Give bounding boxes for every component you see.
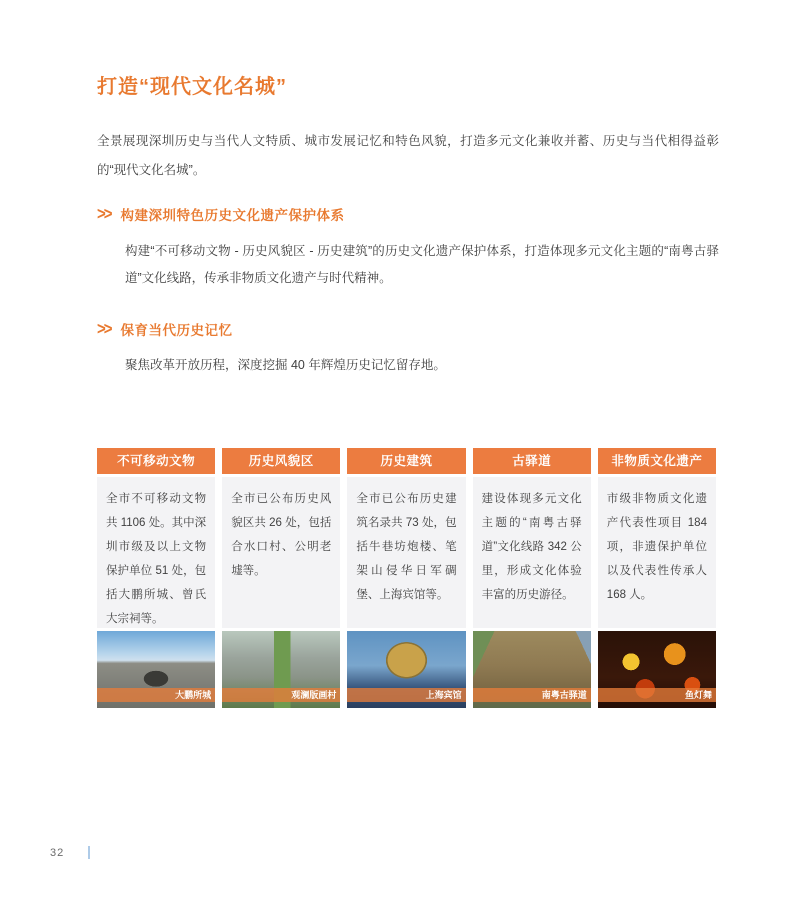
section-body-memory: 聚焦改革开放历程，深度挖掘 40 年辉煌历史记忆留存地。 xyxy=(125,358,446,372)
intro-paragraph: 全景展现深圳历史与当代人文特质、城市发展记忆和特色风貌，打造多元文化兼收并蓄、历史与当代相得益彰的“现代文化名城”。 xyxy=(97,134,719,177)
card-header: 非物质文化遗产 xyxy=(598,448,716,474)
card-immovable-relics xyxy=(97,448,215,708)
photo-caption: 南粤古驿道 xyxy=(473,688,591,702)
fish-lantern-dance-photo xyxy=(598,631,716,708)
section-heading-row-heritage xyxy=(97,204,345,224)
double-chevron-icon: >> xyxy=(97,319,111,339)
card-header: 古驿道 xyxy=(473,448,591,474)
section-heading-memory: 保育当代历史记忆 xyxy=(120,323,233,338)
card-body-text: 建设体现多元文化主题的“南粤古驿道”文化线路 342 公里，形成文化体验丰富的历史游径。 xyxy=(473,477,591,628)
shanghai-hotel-dome-photo xyxy=(347,631,465,708)
photo-caption: 鱼灯舞 xyxy=(598,688,716,702)
card-historic-buildings xyxy=(347,448,465,708)
card-body-text: 市级非物质文化遗产代表性项目 184 项，非遗保护单位以及代表性传承人 168 人。 xyxy=(598,477,716,628)
page-footer xyxy=(50,846,90,859)
footer-divider xyxy=(88,846,90,859)
double-chevron-icon: >> xyxy=(97,204,111,224)
card-historic-districts xyxy=(222,448,340,708)
card-ancient-post-roads xyxy=(473,448,591,708)
section-heading-row-memory xyxy=(97,319,233,339)
card-header: 不可移动文物 xyxy=(97,448,215,474)
card-header: 历史风貌区 xyxy=(222,448,340,474)
dapeng-fortress-photo xyxy=(97,631,215,708)
photo-caption: 观澜版画村 xyxy=(222,688,340,702)
photo-caption: 大鹏所城 xyxy=(97,688,215,702)
guanlan-village-aerial-photo xyxy=(222,631,340,708)
card-body-text: 全市已公布历史建筑名录共 73 处，包括牛巷坊炮楼、笔架山侵华日军碉堡、上海宾馆等。 xyxy=(347,477,465,628)
photo-caption: 上海宾馆 xyxy=(347,688,465,702)
ancient-post-road-photo xyxy=(473,631,591,708)
card-header: 历史建筑 xyxy=(347,448,465,474)
page-title: 打造“现代文化名城” xyxy=(97,76,287,98)
section-heading-heritage: 构建深圳特色历史文化遗产保护体系 xyxy=(120,208,345,223)
card-body-text: 全市不可移动文物共 1106 处。其中深圳市级及以上文物保护单位 51 处，包括大鹏所城、曾氏大宗祠等。 xyxy=(97,477,215,628)
page-number: 32 xyxy=(50,846,65,859)
section-body-heritage: 构建“不可移动文物 - 历史风貌区 - 历史建筑”的历史文化遗产保护体系，打造体现多元文化主题的“南粤古驿道”文化线路，传承非物质文化遗产与时代精神。 xyxy=(125,244,719,285)
card-body-text: 全市已公布历史风貌区共 26 处，包括合水口村、公明老墟等。 xyxy=(222,477,340,628)
card-intangible-heritage xyxy=(598,448,716,708)
heritage-cards-grid xyxy=(97,448,716,708)
